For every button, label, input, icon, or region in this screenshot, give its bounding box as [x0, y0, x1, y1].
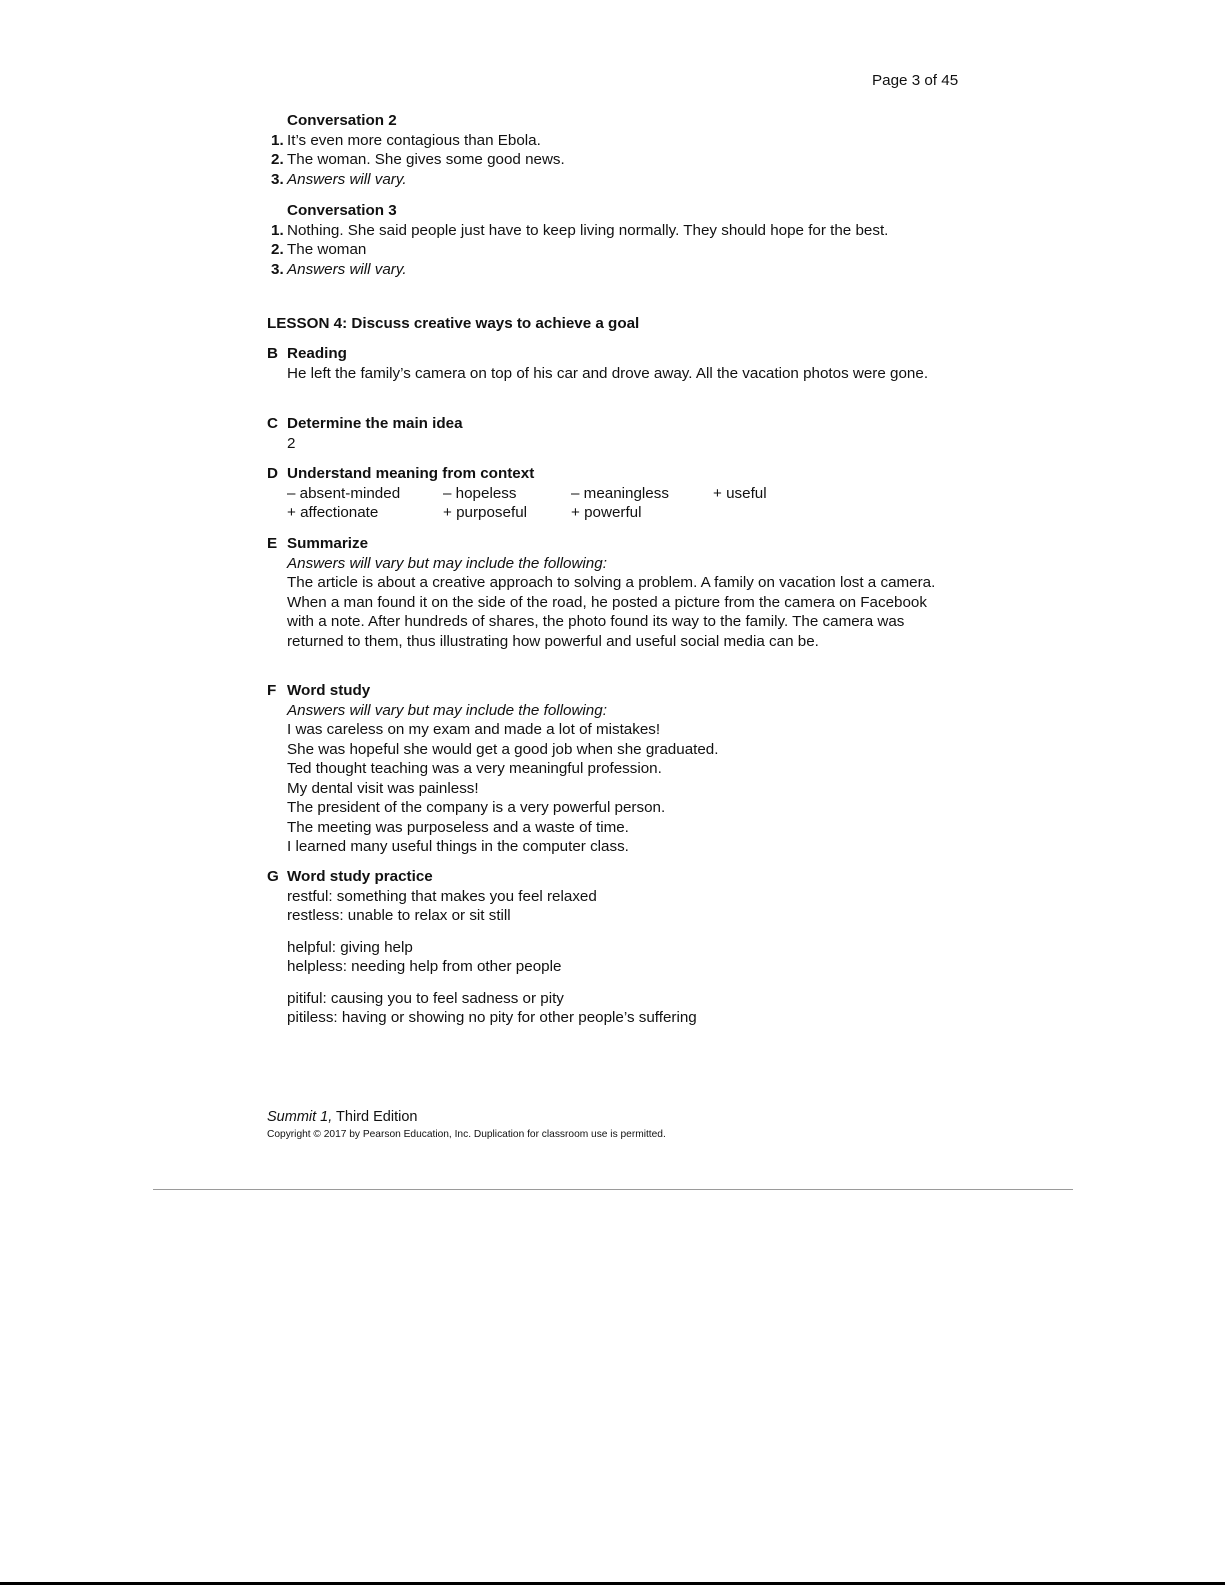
- definition-line: restless: unable to relax or sit still: [287, 907, 511, 924]
- section-letter: D: [267, 465, 278, 482]
- context-word: + powerful: [571, 504, 642, 521]
- section-heading: [267, 464, 967, 484]
- section-letter: F: [267, 682, 277, 699]
- book-edition: Third Edition: [336, 1109, 418, 1125]
- section-g-word-study-practice: [267, 867, 967, 1028]
- section-heading: [267, 681, 967, 701]
- section-letter: C: [267, 415, 278, 432]
- section-title: Reading: [287, 345, 347, 362]
- item-text: The woman: [287, 241, 367, 258]
- item-number: 1.: [271, 221, 284, 239]
- definition-line: helpful: giving help: [287, 938, 413, 956]
- section-letter: E: [267, 535, 278, 552]
- item-text: Answers will vary.: [287, 170, 407, 188]
- context-word: + purposeful: [443, 504, 528, 521]
- section-heading: [267, 344, 967, 364]
- item-number: 3.: [271, 170, 284, 188]
- section-body: He left the family’s camera on top of his car and drove away. All the vacation photos were gone.: [287, 364, 929, 382]
- list-item: My dental visit was painless!: [287, 779, 479, 797]
- list-item: [267, 260, 967, 280]
- footer-title: [267, 1108, 967, 1128]
- section-d-context: [267, 464, 967, 523]
- page-footer: [267, 1108, 967, 1141]
- section-intro: Answers will vary but may include the following:: [287, 554, 607, 572]
- conversation-3-heading: Conversation 3: [287, 202, 397, 219]
- list-item: The president of the company is a very powerful person.: [287, 799, 666, 816]
- page-number: Page 3 of 45: [872, 72, 959, 89]
- context-word: – absent-minded: [287, 484, 401, 502]
- list-item: I learned many useful things in the computer class.: [287, 838, 629, 855]
- list-item: [267, 150, 967, 170]
- definition-line: helpless: needing help from other people: [287, 958, 562, 975]
- list-item: The meeting was purposeless and a waste of time.: [287, 818, 629, 836]
- conversation-2-section: [267, 111, 967, 189]
- context-word: + affectionate: [287, 504, 379, 521]
- item-number: 3.: [271, 260, 284, 278]
- list-item: Ted thought teaching was a very meaningful profession.: [287, 760, 662, 777]
- context-word: – meaningless: [571, 484, 669, 502]
- section-title: Determine the main idea: [287, 415, 463, 432]
- item-number: 2.: [271, 151, 284, 168]
- item-text: Nothing. She said people just have to keep living normally. They should hope for the best.: [287, 221, 889, 239]
- section-heading: [267, 867, 967, 887]
- definition-line: pitiful: causing you to feel sadness or pity: [287, 989, 564, 1007]
- item-text: Answers will vary.: [287, 260, 407, 278]
- section-title: Word study practice: [287, 868, 433, 885]
- list-item: She was hopeful she would get a good job when she graduated.: [287, 740, 719, 758]
- conversation-2-heading: Conversation 2: [287, 112, 397, 129]
- section-b-reading: [267, 344, 967, 383]
- book-title: Summit 1,: [267, 1109, 333, 1125]
- list-item: [267, 221, 967, 241]
- item-number: 2.: [271, 241, 284, 258]
- section-c-main-idea: [267, 414, 967, 453]
- item-text: The woman. She gives some good news.: [287, 151, 565, 168]
- section-intro: Answers will vary but may include the following:: [287, 701, 607, 719]
- section-heading: [267, 534, 967, 554]
- section-title: Word study: [287, 682, 371, 699]
- page-separator: [153, 1189, 1073, 1190]
- item-number: 1.: [271, 131, 284, 149]
- list-item: [267, 170, 967, 190]
- definition-line: pitiless: having or showing no pity for other people’s suffering: [287, 1009, 697, 1026]
- list-item: [267, 131, 967, 151]
- copyright-notice: Copyright © 2017 by Pearson Education, Inc. Duplication for classroom use is permitted.: [267, 1128, 666, 1140]
- list-item: I was careless on my exam and made a lot of mistakes!: [287, 721, 661, 738]
- item-text: It’s even more contagious than Ebola.: [287, 131, 541, 149]
- conversation-3-section: [267, 201, 967, 279]
- context-word: – hopeless: [443, 484, 517, 502]
- list-item: [267, 240, 967, 260]
- section-answer: 2: [287, 434, 296, 452]
- section-letter: B: [267, 345, 278, 362]
- context-word: + useful: [713, 484, 767, 502]
- section-title: Summarize: [287, 535, 369, 552]
- lesson-title: LESSON 4: Discuss creative ways to achieve a goal: [267, 315, 640, 332]
- context-grid: [267, 484, 967, 523]
- section-f-word-study: [267, 681, 967, 857]
- section-heading: [267, 414, 967, 434]
- section-body: The article is about a creative approach to solving a problem. A family on vacation lost a camera. When a man found it on the side of the road, he posted a picture from the camera on Facebook with a note. After hundreds of shares, the photo found its way to the family. The camera was returned to them, thus illustrating how powerful and useful social media can be.: [287, 574, 936, 650]
- section-title: Understand meaning from context: [287, 465, 535, 482]
- section-letter: G: [267, 868, 279, 885]
- definition-line: restful: something that makes you feel relaxed: [287, 887, 597, 905]
- section-e-summarize: [267, 534, 967, 651]
